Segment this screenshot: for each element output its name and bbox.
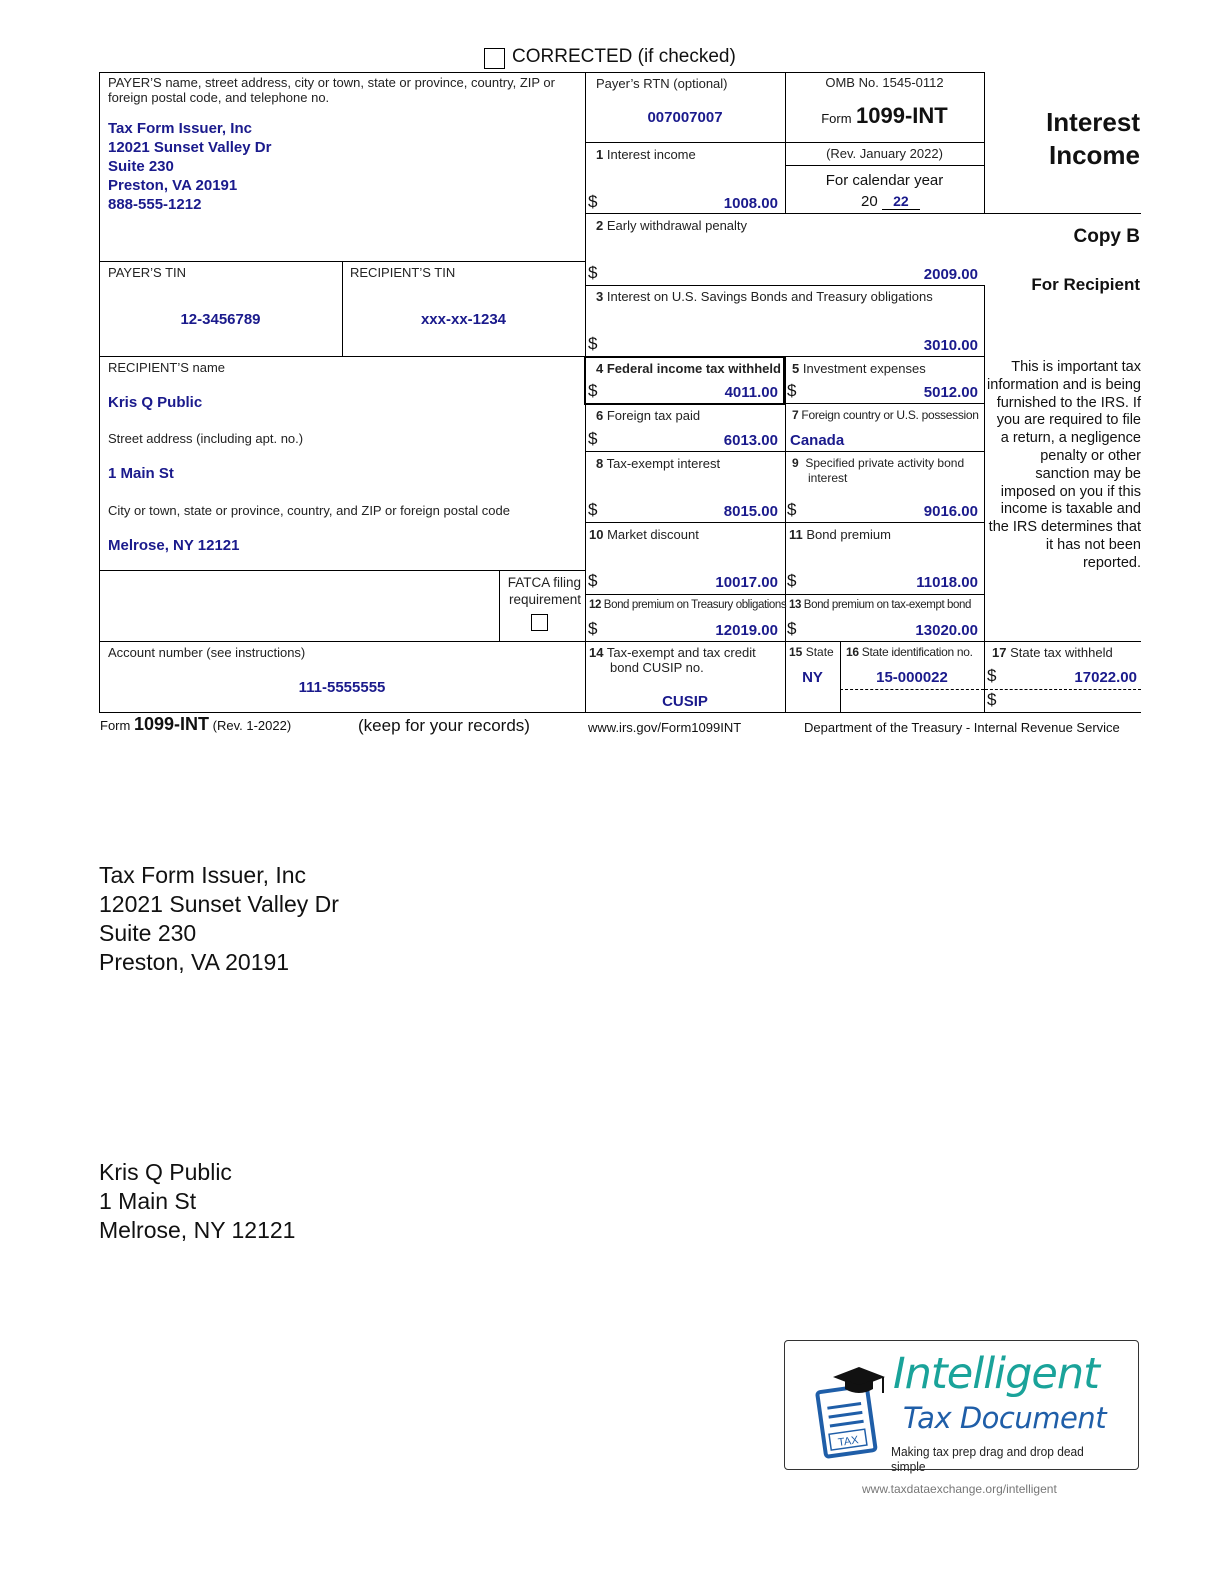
recipient-street-label: Street address (including apt. no.) — [108, 431, 304, 446]
corrected-checkbox[interactable] — [484, 48, 505, 69]
box3-value[interactable]: 3010.00 — [923, 337, 978, 354]
box10-dollar: $ — [588, 571, 598, 590]
box13-value[interactable]: 13020.00 — [915, 622, 978, 639]
box12-label: 12 Bond premium on Treasury obligations — [589, 599, 787, 611]
tax-document-icon — [811, 1363, 891, 1463]
box8-value[interactable]: 8015.00 — [723, 503, 778, 520]
box17-value[interactable]: 17022.00 — [1074, 669, 1137, 686]
footer-url[interactable]: www.irs.gov/Form1099INT — [588, 720, 742, 735]
logo-word-1: Intelligent — [893, 1349, 1099, 1399]
box11-value[interactable]: 11018.00 — [916, 574, 978, 591]
box10-label: 10 Market discount — [589, 527, 699, 542]
box3-dollar: $ — [588, 334, 598, 353]
box16-value[interactable]: 15-000022 — [876, 669, 948, 686]
notice-text: This is important tax information and is being furnished to the IRS. If you are required to file a return, a negligence penalty or other sanction may be imposed on you if this income is taxable and the IRS determines that it has not been reported. — [987, 359, 1141, 571]
box5-value[interactable]: 5012.00 — [923, 384, 978, 401]
box17-label: 17 State tax withheld — [992, 645, 1113, 660]
payer-tin-value: 12-3456789 — [180, 311, 261, 328]
payer-label: PAYER’S name, street address, city or town, state or province, country, ZIP or foreign postal code, and telephone no. — [108, 75, 555, 105]
box10-value[interactable]: 10017.00 — [715, 574, 778, 591]
calendar-year-value[interactable]: 22 — [882, 193, 920, 210]
box9-label: 9 Specified private activity bond interest — [792, 456, 965, 485]
recipient-name-label: RECIPIENT’S name — [108, 360, 226, 375]
payer-line-1: Tax Form Issuer, Inc — [108, 120, 252, 137]
recipient-tin-value: xxx-xx-1234 — [420, 311, 507, 328]
footer-dept: Department of the Treasury - Internal Revenue Service — [804, 720, 1120, 735]
recipient-city: Melrose, NY 12121 — [108, 537, 240, 554]
recipient-tin-label: RECIPIENT’S TIN — [350, 265, 456, 280]
box2-label: 2 Early withdrawal penalty — [596, 218, 748, 233]
box4-dollar: $ — [588, 381, 598, 400]
box2-dollar: $ — [588, 263, 598, 282]
logo-box — [784, 1340, 1139, 1474]
recipient-street: 1 Main St — [108, 465, 174, 482]
fatca-label: FATCA filing requirement — [507, 575, 581, 607]
svg-text:TAX: TAX — [837, 1434, 860, 1449]
box13-dollar: $ — [787, 619, 797, 638]
box1-dollar: $ — [588, 192, 598, 211]
logo-word-2: Tax Document — [903, 1401, 1107, 1435]
box12-dollar: $ — [588, 619, 598, 638]
box6-value[interactable]: 6013.00 — [723, 432, 778, 449]
payer-tin-label: PAYER’S TIN — [108, 265, 187, 280]
copy-name: Copy B — [1073, 226, 1140, 247]
account-label: Account number (see instructions) — [108, 645, 306, 660]
box11-dollar: $ — [787, 571, 797, 590]
box9-value[interactable]: 9016.00 — [923, 503, 978, 520]
payer-line-2: 12021 Sunset Valley Dr — [108, 139, 272, 156]
box6-label: 6 Foreign tax paid — [596, 408, 701, 423]
copy-for: For Recipient — [1031, 275, 1140, 294]
box7-value[interactable]: Canada — [790, 432, 845, 449]
box14-value[interactable]: CUSIP — [662, 693, 708, 710]
box6-dollar: $ — [588, 429, 598, 448]
box13-label: 13 Bond premium on tax-exempt bond — [789, 599, 972, 611]
form-name-header: Form 1099-INT — [821, 103, 948, 128]
corrected-label: CORRECTED (if checked) — [512, 46, 736, 67]
payer-line-3: Suite 230 — [108, 158, 174, 175]
box3-label: 3 Interest on U.S. Savings Bonds and Treasury obligations — [596, 289, 933, 304]
box9-dollar: $ — [787, 500, 797, 519]
payer-line-5: 888-555-1212 — [108, 196, 202, 213]
box1-value[interactable]: 1008.00 — [723, 195, 778, 212]
box15-value[interactable]: NY — [802, 669, 823, 686]
box17-dollar: $ — [987, 666, 997, 685]
box12-value[interactable]: 12019.00 — [715, 622, 778, 639]
rtn-label: Payer’s RTN (optional) — [596, 76, 728, 91]
box1-label: 1 Interest income — [596, 147, 696, 162]
fatca-checkbox[interactable] — [531, 614, 548, 631]
calendar-year-label: For calendar year — [825, 172, 944, 189]
payer-line-4: Preston, VA 20191 — [108, 177, 238, 194]
box17-dollar-2: $ — [987, 690, 997, 709]
box11-label: 11 Bond premium — [789, 527, 891, 542]
rtn-value: 007007007 — [647, 109, 723, 126]
calendar-year: 20 22 — [861, 193, 920, 210]
box4-label: 4 Federal income tax withheld — [596, 361, 781, 376]
box2-value[interactable]: 2009.00 — [923, 266, 978, 283]
footer-keep: (keep for your records) — [358, 716, 530, 735]
form-revision: (Rev. January 2022) — [826, 146, 943, 161]
box16-label: 16 State identification no. — [846, 645, 973, 659]
recipient-name: Kris Q Public — [108, 394, 203, 411]
omb-number: OMB No. 1545-0112 — [825, 75, 944, 90]
box4-value[interactable]: 4011.00 — [724, 384, 778, 401]
logo-url[interactable]: www.taxdataexchange.org/intelligent — [862, 1482, 1057, 1496]
logo-tagline: Making tax prep drag and drop dead simple — [891, 1444, 1084, 1474]
form-title: Interest Income — [1046, 107, 1140, 170]
footer-form-id: Form 1099-INT (Rev. 1-2022) — [100, 714, 292, 734]
box14-label: 14 Tax-exempt and tax credit bond CUSIP no. — [589, 645, 756, 675]
box5-label: 5 Investment expenses — [792, 361, 926, 376]
box8-label: 8 Tax-exempt interest — [596, 456, 721, 471]
mail-from-address: Tax Form Issuer, Inc 12021 Sunset Valley Dr Suite 230 Preston, VA 20191 — [99, 862, 339, 975]
account-value: 111-5555555 — [298, 679, 386, 696]
box8-dollar: $ — [588, 500, 598, 519]
mail-to-address: Kris Q Public 1 Main St Melrose, NY 12121 — [99, 1159, 296, 1243]
box5-dollar: $ — [787, 381, 797, 400]
box7-label: 7 Foreign country or U.S. possession — [792, 408, 979, 422]
recipient-city-label: City or town, state or province, country, and ZIP or foreign postal code — [108, 503, 510, 518]
box15-label: 15 State — [789, 645, 834, 659]
